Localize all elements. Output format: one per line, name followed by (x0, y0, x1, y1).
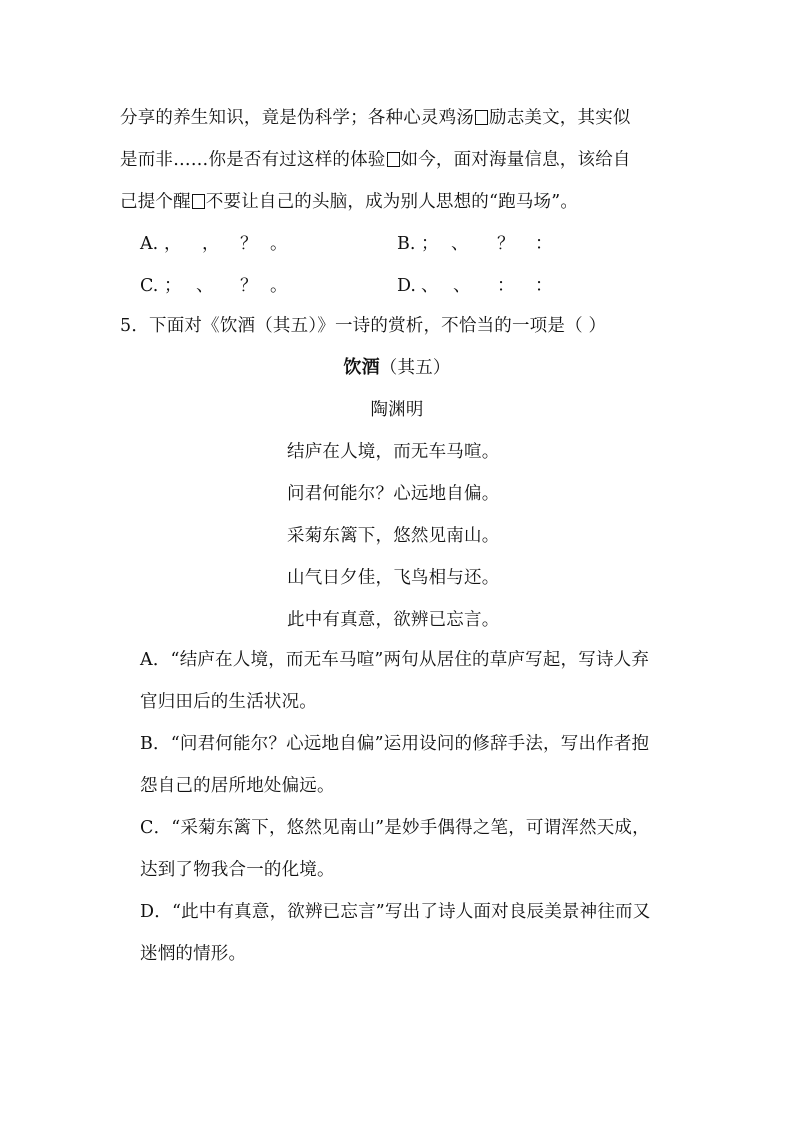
intro-text: 励志美文，其实似 (489, 108, 631, 128)
option-mark: ； (421, 234, 439, 254)
answer-b-cont: 怨自己的居所地处偏远。 (140, 776, 335, 796)
option-mark: 。 (270, 276, 288, 296)
option-mark: ？ (497, 234, 515, 254)
option-mark: 。 (270, 234, 288, 254)
intro-text: 不要让自己的头脑，成为别人思想的“跑马场”。 (205, 192, 579, 212)
option-label: D. (397, 276, 416, 296)
poem-line: 采菊东篱下，悠然见南山。 (287, 526, 500, 546)
option-b (397, 232, 553, 256)
answer-d (140, 900, 650, 924)
answer-text: “采菊东篱下，悠然见南山”是妙手偶得之笔，可谓浑然天成， (171, 818, 650, 838)
option-mark: ： (535, 276, 553, 296)
option-mark: 、 (453, 276, 471, 296)
option-c (140, 274, 288, 298)
option-mark: 、 (451, 234, 469, 254)
answer-a-cont: 官归田后的生活状况。 (140, 692, 317, 712)
answer-text: “此中有真意，欲辨已忘言”写出了诗人面对良辰美景神往而又 (171, 902, 651, 922)
answer-text: “问君何能尔？心远地自偏”运用设问的修辞手法，写出作者抱 (170, 734, 650, 754)
intro-text: 如今，面对海量信息，该给自 (400, 150, 631, 170)
poem-line: 结庐在人境，而无车马喧。 (287, 442, 500, 462)
option-mark: ； (164, 276, 182, 296)
poem-line: 此中有真意，欲辨已忘言。 (287, 610, 500, 630)
intro-text: 己提个醒 (120, 192, 191, 212)
option-mark: ， (202, 234, 220, 254)
blank-box (192, 194, 205, 209)
option-mark: ？ (240, 234, 258, 254)
intro-line-2 (120, 148, 631, 172)
answer-c (140, 816, 650, 840)
answer-label: A． (140, 650, 171, 670)
option-label: C. (140, 276, 159, 296)
answer-label: D． (140, 902, 172, 922)
option-label: A. (140, 234, 159, 254)
blank-box (475, 110, 488, 125)
intro-line-1 (120, 106, 631, 130)
intro-text: 是而非……你是否有过这样的体验 (120, 150, 386, 170)
question-5-stem: 5．下面对《饮酒（其五）》一诗的赏析，不恰当的一项是（ ） (120, 316, 607, 336)
option-d (397, 274, 553, 298)
option-a (140, 232, 288, 256)
blank-box (387, 152, 400, 167)
answer-label: B． (140, 734, 171, 754)
option-mark: ， (164, 234, 182, 254)
answer-c-cont: 达到了物我合一的化境。 (140, 860, 335, 880)
answer-b (140, 732, 649, 756)
poem-title-main: 饮酒 (343, 357, 380, 378)
poem-line: 问君何能尔？心远地自偏。 (287, 484, 500, 504)
option-mark: ： (535, 234, 553, 254)
intro-line-3 (120, 190, 578, 214)
poem-title-sub: （其五） (379, 358, 451, 378)
option-mark: ？ (240, 276, 258, 296)
intro-text: 分享的养生知识，竟是伪科学；各种心灵鸡汤 (120, 108, 474, 128)
poem-line: 山气日夕佳，飞鸟相与还。 (287, 568, 500, 588)
poem-title (0, 356, 794, 380)
option-mark: 、 (421, 276, 439, 296)
answer-label: C． (140, 818, 172, 838)
poem-author: 陶渊明 (370, 400, 424, 420)
option-label: B. (397, 234, 416, 254)
option-mark: 、 (196, 276, 214, 296)
option-mark: ： (497, 276, 515, 296)
answer-d-cont: 迷惘的情形。 (140, 944, 247, 964)
answer-a (140, 648, 649, 672)
answer-text: “结庐在人境，而无车马喧”两句从居住的草庐写起，写诗人弃 (170, 650, 650, 670)
